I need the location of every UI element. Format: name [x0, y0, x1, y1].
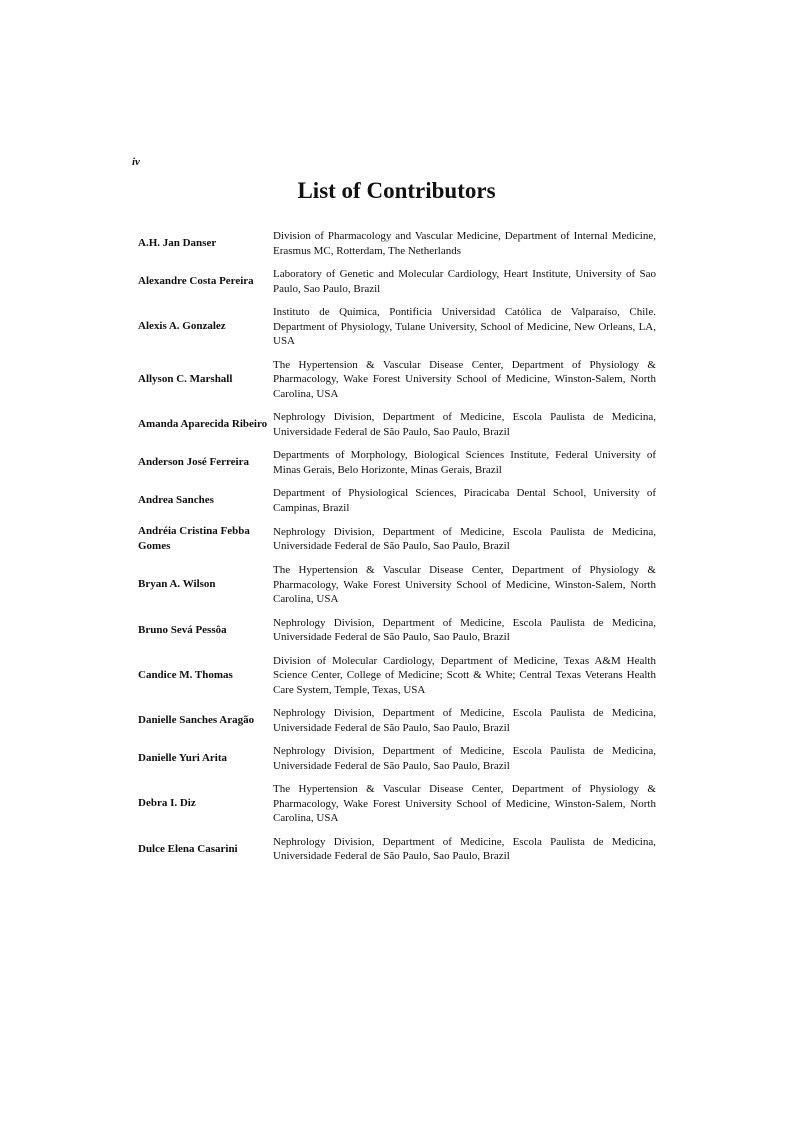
contributor-affiliation: Departments of Morphology, Biological Sciences Institute, Federal University of Minas Gerais, Belo Horizonte, Minas Gerais, Brazil	[273, 449, 656, 476]
contributor-row	[138, 654, 656, 698]
contributor-affiliation: The Hypertension & Vascular Disease Center, Department of Physiology & Pharmacology, Wake Forest University School of Medicine, Winston-Salem, North Carolina, USA	[273, 783, 656, 824]
contributor-name: Danielle Sanches Aragão	[138, 714, 255, 726]
contributor-name: A.H. Jan Danser	[138, 237, 217, 249]
contributor-affiliation: Nephrology Division, Department of Medicine, Escola Paulista de Medicina, Universidade Federal de São Paulo, Sao Paulo, Brazil	[273, 525, 656, 552]
contributor-name: Danielle Yuri Arita	[138, 752, 228, 764]
contributor-affiliation: Division of Molecular Cardiology, Department of Medicine, Texas A&M Health Science Center, College of Medicine; Scott & White; Central Texas Veterans Health Care System, Temple, Texas, USA	[273, 654, 656, 696]
contributor-name: Dulce Elena Casarini	[138, 842, 238, 855]
contributor-row	[138, 616, 656, 645]
contributor-name: Bruno Sevá Pessôa	[138, 623, 227, 636]
contributor-affiliation: Nephrology Division, Department of Medicine, Escola Paulista de Medicina, Universidade Federal de São Paulo, Sao Paulo, Brazil	[273, 745, 656, 772]
contributor-row	[138, 744, 656, 773]
contributor-row	[138, 486, 656, 515]
page-number: iv	[132, 156, 140, 168]
contributor-name: Alexis A. Gonzalez	[138, 320, 226, 333]
contributors-table	[138, 229, 656, 873]
contributor-name: Amanda Aparecida Ribeiro	[138, 418, 268, 430]
contributor-affiliation: Laboratory of Genetic and Molecular Cardiology, Heart Institute, University of Sao Paulo, Sao Paulo, Brazil	[273, 268, 656, 295]
page-title: List of Contributors	[297, 178, 496, 203]
contributor-name: Andréia Cristina Febba Gomes	[138, 525, 250, 552]
contributor-row	[138, 835, 656, 864]
contributor-row	[138, 267, 656, 296]
contributor-row	[138, 563, 656, 607]
contributor-row	[138, 706, 656, 735]
contributor-affiliation: Instituto de Química, Pontificia Universidad Católica de Valparaíso, Chile. Department of Physiology, Tulane University, School of Medicine, New Orleans, LA, USA	[273, 306, 656, 347]
contributor-row	[138, 448, 656, 477]
contributor-affiliation: Nephrology Division, Department of Medicine, Escola Paulista de Medicina, Universidade Federal de São Paulo, Sao Paulo, Brazil	[273, 616, 656, 643]
contributor-row	[138, 358, 656, 402]
contributor-name: Alexandre Costa Pereira	[138, 275, 254, 287]
contributor-affiliation: Division of Pharmacology and Vascular Medicine, Department of Internal Medicine, Erasmus MC, Rotterdam, The Netherlands	[273, 230, 656, 257]
contributor-name: Andrea Sanches	[138, 494, 214, 506]
contributor-name: Debra I. Diz	[138, 797, 196, 810]
contributor-name: Anderson José Ferreira	[138, 456, 249, 468]
contributor-affiliation: The Hypertension & Vascular Disease Center, Department of Physiology & Pharmacology, Wake Forest University School of Medicine, Winston-Salem, North Carolina, USA	[273, 564, 656, 605]
contributor-row	[138, 305, 656, 349]
contributor-row	[138, 229, 656, 258]
contributor-row	[138, 782, 656, 826]
contributor-name: Allyson C. Marshall	[138, 372, 233, 385]
contributor-row	[138, 524, 656, 554]
contributor-affiliation: Department of Physiological Sciences, Piracicaba Dental School, University of Campinas, Brazil	[273, 487, 656, 514]
contributor-affiliation: The Hypertension & Vascular Disease Center, Department of Physiology & Pharmacology, Wake Forest University School of Medicine, Winston-Salem, North Carolina, USA	[273, 358, 656, 400]
contributor-affiliation: Nephrology Division, Department of Medicine, Escola Paulista de Medicina, Universidade Federal de São Paulo, Sao Paulo, Brazil	[273, 411, 656, 438]
contributor-name: Candice M. Thomas	[138, 668, 233, 681]
contributor-row	[138, 410, 656, 439]
contributor-name: Bryan A. Wilson	[138, 578, 216, 591]
contributor-affiliation: Nephrology Division, Department of Medicine, Escola Paulista de Medicina, Universidade Federal de São Paulo, Sao Paulo, Brazil	[273, 835, 656, 862]
contributor-affiliation: Nephrology Division, Department of Medicine, Escola Paulista de Medicina, Universidade Federal de São Paulo, Sao Paulo, Brazil	[273, 707, 656, 734]
